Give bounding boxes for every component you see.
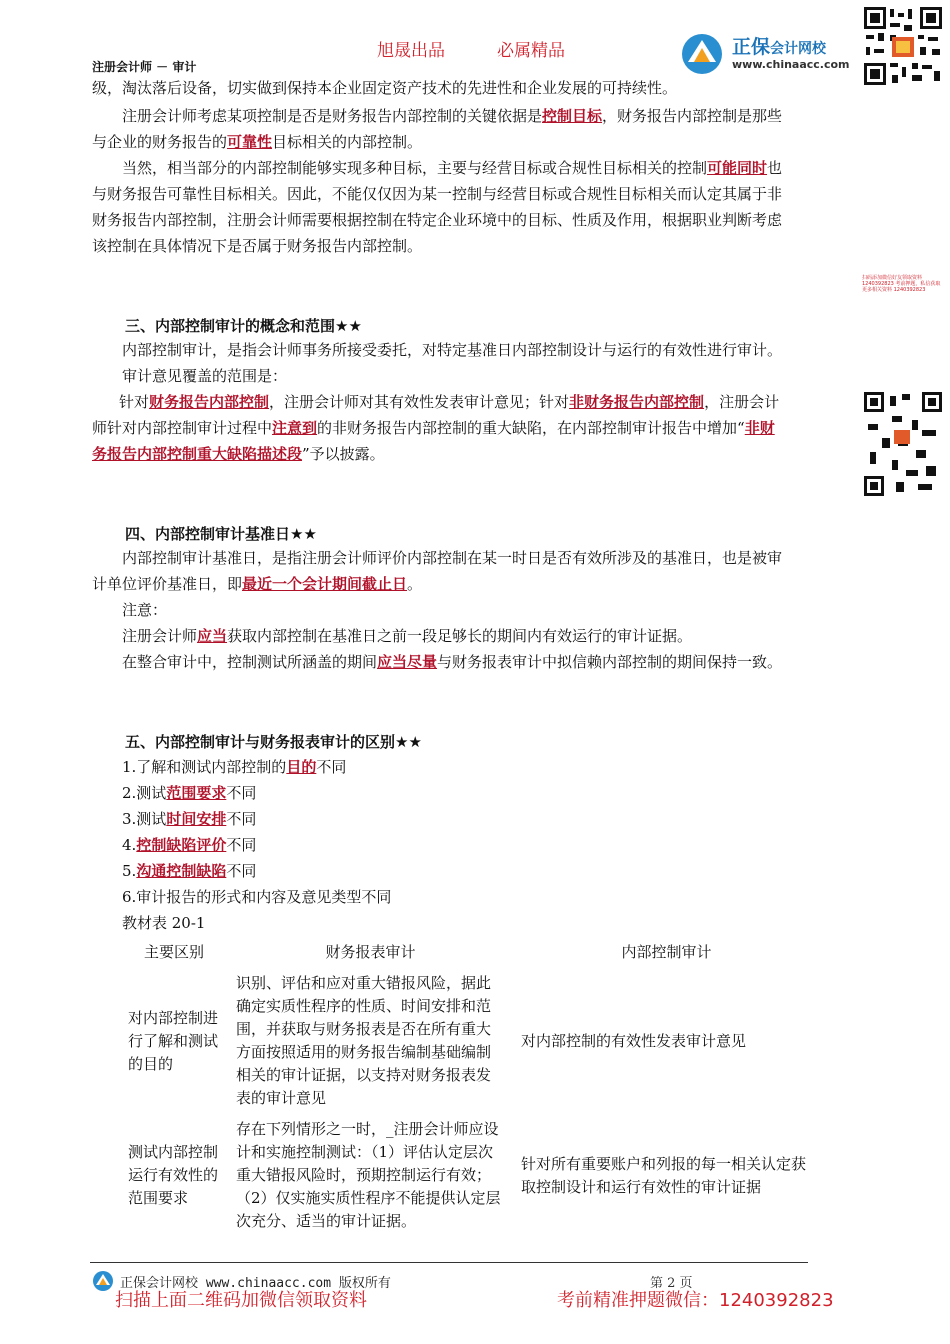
table-row [120, 1114, 820, 1237]
list-item: 3.测试时间安排不同 [122, 810, 257, 828]
logo-url: www.chinaacc.com [732, 58, 850, 71]
paragraph-tail: 级，淘汰落后设备，切实做到保持本企业固定资产技术的先进性和企业发展的可持续性。 [92, 79, 678, 97]
list-item: 6.审计报告的形式和内容及意见类型不同 [122, 888, 392, 906]
table-cell: 测试内部控制运行有效性的范围要求 [128, 1143, 219, 1207]
logo-brand: 正保 [732, 36, 771, 58]
qr-code-icon [862, 5, 944, 87]
footer-logo-icon [92, 1270, 116, 1292]
table-caption: 教材表 20-1 [122, 914, 206, 932]
paragraph-multi-target-2: 与财务报告可靠性目标相关。因此，不能仅仅因为某一控制与经营目标或合规性目标相关而认定其属于非 [92, 185, 783, 203]
table-cell: 识别、评估和应对重大错报风险，据此确定实质性程序的性质、时间安排和范围，并获取与财务报表是否在所有重大方面按照适用的财务报告编制基础编制相关的审计证据，以支持对财务报表发表的审计意见 [236, 974, 492, 1107]
table-cell: 对内部控制进行了解和测试的目的 [128, 1008, 219, 1073]
paragraph-multi-target-4: 该控制在具体情况下是否属于财务报告内部控制。 [92, 237, 423, 255]
table-header-cell: 内部控制审计 [621, 943, 712, 961]
section4-definition: 内部控制审计基准日，是指注册会计师评价内部控制在某一时日是否有效所涉及的基准日，也是被审 [122, 549, 783, 567]
logo-brand-small: 会计网校 [770, 41, 827, 57]
comparison-table [120, 937, 820, 1237]
footer-promo-right: 考前精准押题微信：1240392823 [557, 1290, 834, 1311]
table-row [120, 968, 820, 1114]
logo-icon [680, 32, 728, 76]
list-item: 2.测试范围要求不同 [122, 784, 257, 802]
section3-scope-3: 务报告内部控制重大缺陷描述段”予以披露。 [92, 445, 385, 463]
table-header-row [120, 937, 820, 968]
section3-scope-intro: 审计意见覆盖的范围是： [122, 367, 288, 385]
section4-note-label: 注意： [122, 601, 168, 619]
section-heading-3: 三、内部控制审计的概念和范围★★ [125, 317, 362, 335]
list-item: 1.了解和测试内部控制的目的不同 [122, 758, 347, 776]
section-heading-5: 五、内部控制审计与财务报表审计的区别★★ [125, 733, 422, 751]
section3-definition: 内部控制审计，是指会计师事务所接受委托，对特定基准日内部控制设计与运行的有效性进行审计。 [122, 341, 783, 359]
table-header-cell: 主要区别 [143, 943, 204, 961]
list-item: 4.控制缺陷评价不同 [122, 836, 257, 854]
section4-note-2: 在整合审计中，控制测试所涵盖的期间应当尽量与财务报表审计中拟信赖内部控制的期间保持一致。 [122, 653, 783, 671]
table-header-cell: 财务报表审计 [325, 943, 416, 961]
paragraph-key-basis-cont: 与企业的财务报告的可靠性目标相关的内部控制。 [92, 133, 423, 151]
section3-scope-1: 针对财务报告内部控制，注册会计师对其有效性发表审计意见；针对非财务报告内部控制，注册会计 [119, 393, 780, 411]
section-heading-4: 四、内部控制审计基准日★★ [125, 525, 317, 543]
side-contact-note: 扫码添加微信好友领取资料 1240392823 考前押题，私信获取更多相关资料 1240392823 [862, 275, 941, 293]
paragraph-multi-target: 当然，相当部分的内部控制能够实现多种目标，主要与经营目标或合规性目标相关的控制可能同时也 [122, 159, 783, 177]
footer-promo-left: 扫描上面二维码加微信领取资料 [115, 1290, 367, 1311]
list-item: 5.沟通控制缺陷不同 [122, 862, 257, 880]
table-cell: 对内部控制的有效性发表审计意见 [521, 1031, 747, 1050]
header-left-slogan: 旭晟出品 [377, 41, 445, 61]
doc-subtitle: 注册会计师 － 审计 [92, 60, 197, 74]
side-qr-code-icon [862, 390, 944, 500]
section4-note-1: 注册会计师应当获取内部控制在基准日之前一段足够长的期间内有效运行的审计证据。 [122, 627, 693, 645]
section3-scope-2: 师针对内部控制审计过程中注意到的非财务报告内部控制的重大缺陷，在内部控制审计报告中增加“非财 [92, 419, 775, 437]
table-cell: 存在下列情形之一时，_注册会计师应设计和实施控制测试：（1）评估认定层次重大错报风险时，预期控制运行有效；（2）仅实施实质性程序不能提供认定层次充分、适当的审计证据。 [236, 1120, 501, 1230]
section4-definition-cont: 计单位评价基准日，即最近一个会计期间截止日。 [92, 575, 423, 593]
brand-logo [680, 32, 860, 76]
footer-divider [90, 1262, 808, 1263]
paragraph-key-basis: 注册会计师考虑某项控制是否是财务报告内部控制的关键依据是控制目标，财务报告内部控制是那些 [122, 107, 783, 125]
table-cell: 针对所有重要账户和列报的每一相关认定获取控制设计和运行有效性的审计证据 [521, 1154, 807, 1196]
header-right-slogan: 必属精品 [497, 41, 565, 61]
page-number: 第 2 页 [650, 1276, 693, 1291]
footer-copyright: 正保会计网校 www.chinaacc.com 版权所有 [120, 1276, 391, 1291]
paragraph-multi-target-3: 财务报告内部控制，注册会计师需要根据控制在特定企业环境中的目标、性质及作用，根据职业判断考虑 [92, 211, 783, 229]
